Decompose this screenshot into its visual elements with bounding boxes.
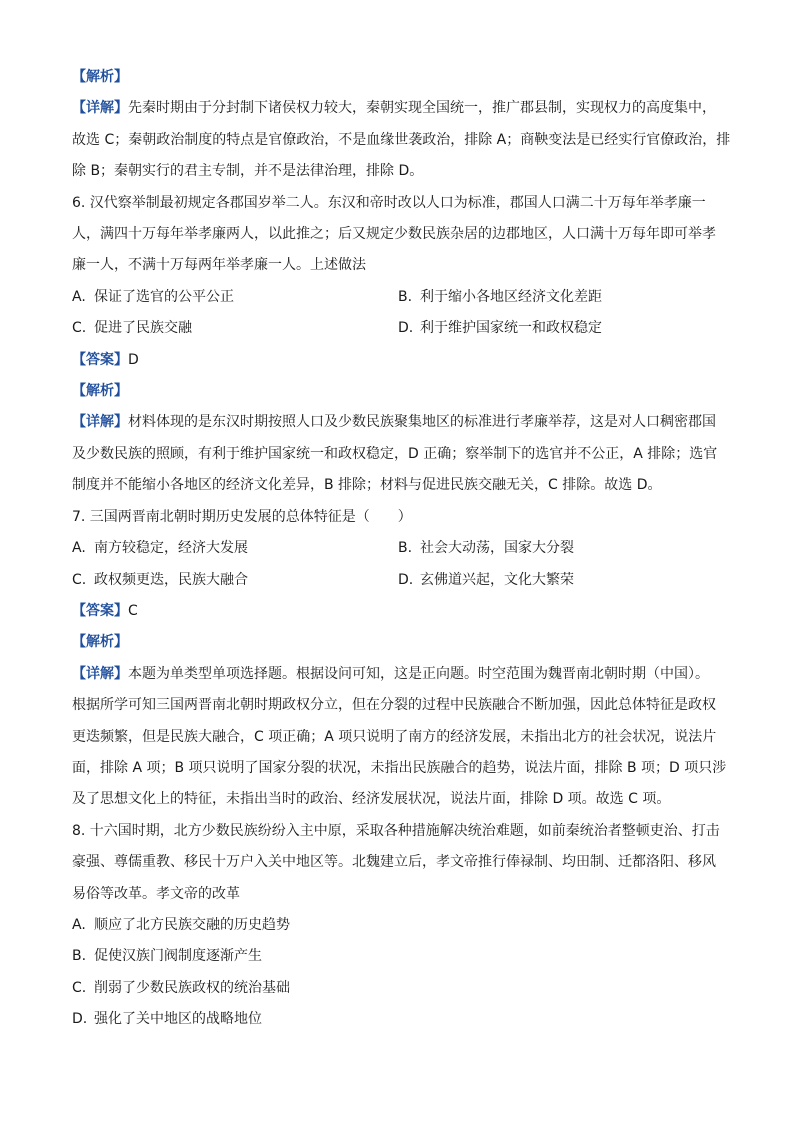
question-stem: 廉一人，不满十万每两年举孝廉一人。上述做法 — [72, 257, 366, 274]
detail-line: 及了思想文化上的特征，未指出当时的政治、经济发展状况，说法片面，排除 D 项。故选 C 项。 — [72, 791, 671, 808]
option-row — [72, 313, 724, 344]
detail-line: 更迭频繁，但是民族大融合，C 项正确；A 项只说明了南方的经济发展，未指出北方的社会状况，说法片 — [72, 728, 717, 745]
option-a: A. 南方较稳定，经济大发展 — [72, 540, 248, 557]
option-d: D. 玄佛道兴起，文化大繁荣 — [398, 571, 574, 588]
analysis-label: 【解析】 — [72, 383, 128, 400]
option-c: C. 政权频更迭，民族大融合 — [72, 571, 248, 588]
option-d: D. 强化了关中地区的战略地位 — [72, 1011, 262, 1028]
question-stem: 7. 三国两晋南北朝时期历史发展的总体特征是（ ） — [72, 508, 412, 525]
option-row — [72, 941, 724, 972]
question-stem: 8. 十六国时期，北方少数民族纷纷入主中原，采取各种措施解决统治难题，如前秦统治者整顿吏治、打击 — [72, 822, 720, 839]
detail-line: 【详解】本题为单类型单项选择题。根据设问可知，这是正向题。时空范围为魏晋南北朝时期（中国）。 — [72, 665, 709, 682]
detail-line: 及少数民族的照顾，有利于维护国家统一和政权稳定，D 正确；察举制下的选官并不公正，A 排除；选官 — [72, 445, 718, 462]
option-b: B. 促使汉族门阀制度逐渐产生 — [72, 948, 262, 965]
option-a: A. 保证了选官的公平公正 — [72, 288, 234, 305]
option-row — [72, 565, 724, 596]
option-row — [72, 910, 724, 941]
option-d: D. 利于维护国家统一和政权稳定 — [398, 320, 602, 337]
option-row — [72, 973, 724, 1004]
question-stem: 6. 汉代察举制最初规定各郡国岁举二人。东汉和帝时改以人口为标准，郡国人口满二十万每年举孝廉一 — [72, 194, 706, 211]
option-a: A. 顺应了北方民族交融的历史趋势 — [72, 916, 290, 933]
question-stem: 豪强、尊儒重教、移民十万户入关中地区等。北魏建立后，孝文帝推行俸禄制、均田制、迁都洛阳、移风 — [72, 854, 716, 871]
question-stem: 易俗等改革。孝文帝的改革 — [72, 885, 240, 902]
document-page — [72, 62, 731, 1036]
option-c: C. 削弱了少数民族政权的统治基础 — [72, 979, 290, 996]
analysis-label: 【解析】 — [72, 634, 128, 651]
detail-line: 根据所学可知三国两晋南北朝时期政权分立，但在分裂的过程中民族融合不断加强，因此总体特征是政权 — [72, 697, 716, 714]
answer-line: 【答案】C — [72, 602, 138, 619]
option-row — [72, 1004, 724, 1035]
detail-line: 【详解】先秦时期由于分封制下诸侯权力较大，秦朝实现全国统一，推广郡县制，实现权力的高度集中， — [72, 100, 716, 117]
option-b: B. 社会大动荡，国家大分裂 — [398, 540, 574, 557]
option-b: B. 利于缩小各地区经济文化差距 — [398, 288, 602, 305]
option-row — [72, 533, 724, 564]
option-row — [72, 282, 724, 313]
detail-line: 故选 C；秦朝政治制度的特点是官僚政治，不是血缘世袭政治，排除 A；商鞅变法是已经实行官僚政治，排 — [72, 131, 731, 148]
detail-line: 除 B；秦朝实行的君主专制，并不是法律治理，排除 D。 — [72, 163, 424, 180]
detail-line: 【详解】材料体现的是东汉时期按照人口及少数民族聚集地区的标准进行孝廉举荐，这是对人口稠密郡国 — [72, 414, 716, 431]
detail-line: 面，排除 A 项；B 项只说明了国家分裂的状况，未指出民族融合的趋势，说法片面，排除 B 项；D 项只涉 — [72, 759, 727, 776]
option-c: C. 促进了民族交融 — [72, 320, 192, 337]
question-stem: 人，满四十万每年举孝廉两人，以此推之；后又规定少数民族杂居的边郡地区，人口满十万每年即可举孝 — [72, 226, 716, 243]
analysis-label: 【解析】 — [72, 69, 128, 85]
answer-line: 【答案】D — [72, 351, 139, 368]
detail-line: 制度并不能缩小各地区的经济文化差异，B 排除；材料与促进民族交融无关，C 排除。故选 D。 — [72, 477, 662, 494]
